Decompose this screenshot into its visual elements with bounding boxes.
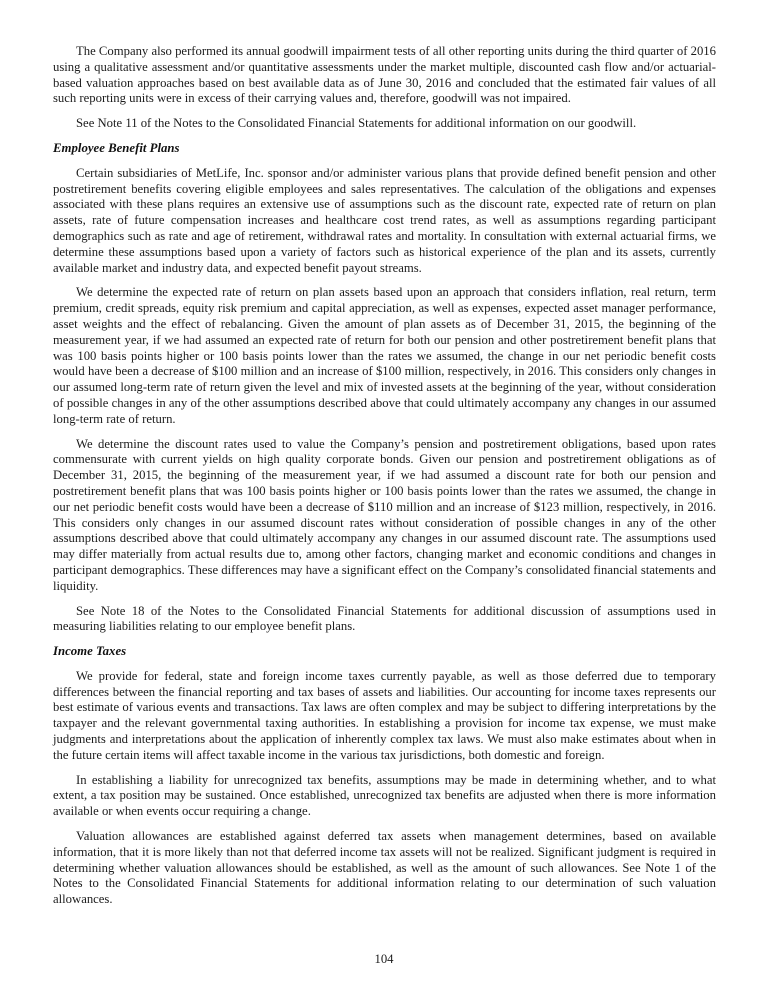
body-paragraph: In establishing a liability for unrecognized tax benefits, assumptions may be made in determining whether, and to what extent, a tax position may be sustained. Once established, unrecognized tax benefits are adjusted when there is more information available or when events occur requiring a change. — [53, 772, 716, 819]
body-paragraph: We determine the expected rate of return on plan assets based upon an approach that considers inflation, real return, term premium, credit spreads, equity risk premium and capital appreciation, as well as expenses, expected asset manager performance, asset weights and the effect of rebalancing. Given the amount of plan assets as of December 31, 2015, the beginning of the measurement year, if we had assumed an expected rate of return for both our pension and other postretirement benefit plans that was 100 basis points higher or 100 basis points lower than the rates we assumed, the change in our net periodic benefit costs would have been a decrease of $100 million and an increase of $100 million, respectively, in 2016. This considers only changes in our assumed long-term rate of return given the level and mix of invested assets at the beginning of the year, without consideration of possible changes in any of the other assumptions described above that could ultimately accompany any changes in our assumed long-term rate of return. — [53, 285, 716, 426]
body-paragraph: Certain subsidiaries of MetLife, Inc. sponsor and/or administer various plans that provide defined benefit pension and other postretirement benefits covering eligible employees and sales representatives. The calculation of the obligations and expenses associated with these plans requires an extensive use of assumptions such as the discount rate, expected rate of return on plan assets, rate of future compensation increases and healthcare cost trend rates, as well as assumptions regarding participant demographics such as rate and age of retirement, withdrawal rates and mortality. In consultation with external actuarial firms, we determine these assumptions based upon a variety of factors such as historical experience of the plan and its assets, currently available market and industry data, and expected benefit payout streams. — [53, 165, 716, 275]
section-heading: Income Taxes — [53, 644, 127, 659]
body-paragraph: The Company also performed its annual goodwill impairment tests of all other reporting units during the third quarter of 2016 using a qualitative assessment and/or quantitative assessments under the market multiple, discounted cash flow and/or actuarial-based valuation approaches based on best available data as of June 30, 2016 and concluded that the estimated fair values of all such reporting units were in excess of their carrying values and, therefore, goodwill was not impaired. — [53, 44, 716, 106]
document-body — [53, 44, 716, 908]
body-paragraph: We determine the discount rates used to value the Company’s pension and postretirement obligations, based upon rates commensurate with current yields on high quality corporate bonds. Given our pension and postretirement obligations as of December 31, 2015, the beginning of the measurement year, if we had assumed a discount rate for both our pension and postretirement benefit plans that was 100 basis points higher or 100 basis points lower than the rates we assumed, the change in our net periodic benefit costs would have been a decrease of $110 million and an increase of $123 million, respectively, in 2016. This considers only changes in our assumed discount rates without consideration of possible changes in any of the other assumptions described above that could ultimately accompany any changes in our assumed discount rate. The assumptions used may differ materially from actual results due to, among other factors, changing market and economic conditions and changes in participant demographics. These differences may have a significant effect on the Company’s consolidated financial statements and liquidity. — [53, 436, 716, 593]
section-heading: Employee Benefit Plans — [53, 140, 180, 155]
body-paragraph: See Note 11 of the Notes to the Consolidated Financial Statements for additional information on our goodwill. — [76, 116, 637, 131]
body-paragraph: Valuation allowances are established against deferred tax assets when management determines, based on available information, that it is more likely than not that deferred income tax assets will not be realized. Significant judgment is required in determining whether valuation allowances should be established, as well as the amount of such allowances. See Note 1 of the Notes to the Consolidated Financial Statements for additional information relating to our determination of such valuation allowances. — [53, 829, 716, 907]
body-paragraph: See Note 18 of the Notes to the Consolidated Financial Statements for additional discussion of assumptions used in measuring liabilities relating to our employee benefit plans. — [53, 603, 716, 634]
page-number: 104 — [374, 952, 394, 966]
body-paragraph: We provide for federal, state and foreign income taxes currently payable, as well as those deferred due to temporary differences between the financial reporting and tax bases of assets and liabilities. Our accounting for income taxes represents our best estimate of various events and transactions. Tax laws are often complex and may be subject to differing interpretations by the taxpayer and the relevant governmental taxing authorities. In establishing a provision for income tax expense, we must make judgments and interpretations about the application of inherently complex tax laws. We must also make estimates about when in the future certain items will affect taxable income in the various tax jurisdictions, both domestic and foreign. — [53, 668, 716, 762]
